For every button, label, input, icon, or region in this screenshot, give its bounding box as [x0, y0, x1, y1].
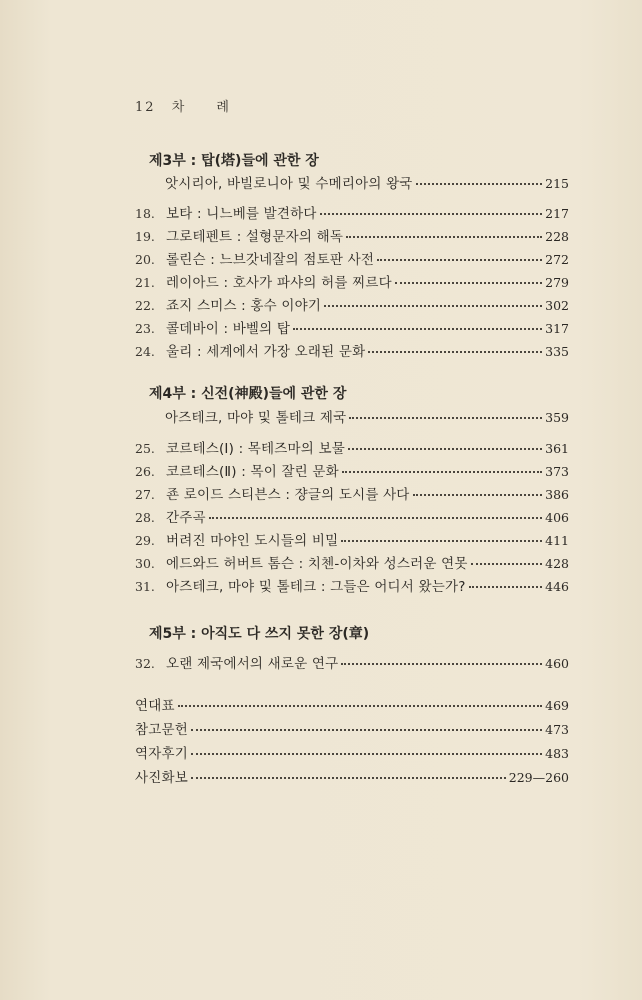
dot-leader: [320, 211, 543, 215]
back-matter-entry: [135, 718, 569, 740]
back-matter-entry: [135, 766, 569, 788]
toc-entry: [135, 652, 569, 674]
toc-entry-title: 콜데바이 : 바벨의 탑: [166, 321, 291, 337]
part-4-intro-entry: [165, 406, 569, 428]
toc-entry: [135, 317, 569, 339]
dot-leader: [348, 446, 542, 450]
chapter-number: 26.: [135, 464, 155, 479]
chapter-number: 31.: [135, 579, 155, 594]
toc-entry: [135, 575, 569, 597]
dot-leader: [209, 515, 542, 519]
running-head: [135, 96, 243, 115]
toc-entry-page: 446: [545, 579, 569, 594]
toc-entry: [135, 552, 569, 574]
dot-leader: [368, 349, 542, 353]
toc-entry-title: 앗시리아, 바빌로니아 및 수메리아의 왕국: [165, 176, 413, 192]
toc-entry-page: 279: [545, 275, 569, 290]
part-3-heading: 제3부 : 탑(塔)들에 관한 장: [149, 153, 319, 169]
toc-entry: [135, 437, 569, 459]
dot-leader: [469, 584, 543, 588]
toc-entry-title: 참고문헌: [135, 722, 188, 738]
toc-entry: [135, 483, 569, 505]
toc-entry-page: 215: [545, 176, 569, 191]
dot-leader: [471, 561, 543, 565]
dot-leader: [191, 727, 542, 731]
chapter-number: 20.: [135, 252, 155, 267]
toc-entry: [135, 271, 569, 293]
chapter-number: 22.: [135, 298, 155, 313]
running-head-title: 차 례: [171, 100, 243, 115]
part-4-heading: 제4부 : 신전(神殿)들에 관한 장: [149, 386, 347, 402]
toc-entry-title: 에드와드 허버트 톰슨 : 치첸-이차와 성스러운 연못: [166, 556, 468, 572]
chapter-number: 21.: [135, 275, 155, 290]
toc-entry: [135, 248, 569, 270]
toc-entry-page: 302: [545, 298, 569, 313]
toc-entry: [135, 460, 569, 482]
part-5-heading: 제5부 : 아직도 다 쓰지 못한 장(章): [149, 626, 370, 642]
dot-leader: [349, 415, 542, 419]
chapter-number: 24.: [135, 344, 155, 359]
chapter-number: 32.: [135, 656, 155, 671]
toc-entry-page: 460: [545, 656, 569, 671]
toc-entry-title: 버려진 마야인 도시들의 비밀: [166, 533, 339, 549]
toc-entry-page: 428: [545, 556, 569, 571]
toc-entry-title: 죠지 스미스 : 홍수 이야기: [166, 298, 322, 314]
dot-leader: [178, 703, 542, 707]
chapter-number: 28.: [135, 510, 155, 525]
chapter-number: 29.: [135, 533, 155, 548]
toc-entry-page: 373: [545, 464, 569, 479]
part-3-intro-entry: [165, 172, 569, 194]
toc-entry-page: 473: [545, 722, 569, 737]
toc-entry-page: 317: [545, 321, 569, 336]
dot-leader: [191, 751, 542, 755]
dot-leader: [341, 538, 542, 542]
chapter-number: 30.: [135, 556, 155, 571]
dot-leader: [416, 181, 543, 185]
dot-leader: [377, 257, 542, 261]
chapter-number: 23.: [135, 321, 155, 336]
toc-entry-page: 229—260: [508, 770, 569, 785]
toc-entry-title: 오랜 제국에서의 새로운 연구: [166, 656, 339, 672]
toc-entry-title: 코르테스(Ⅰ) : 목테즈마의 보물: [166, 441, 345, 457]
toc-entry-title: 보타 : 니느베를 발견하다: [166, 206, 317, 222]
toc-entry-title: 죤 로이드 스티븐스 : 쟝글의 도시를 사다: [166, 487, 410, 503]
toc-entry-page: 483: [545, 746, 569, 761]
dot-leader: [324, 303, 542, 307]
toc-entry: [135, 225, 569, 247]
toc-entry-page: 228: [545, 229, 569, 244]
toc-entry: [135, 294, 569, 316]
toc-entry-page: 217: [545, 206, 569, 221]
toc-entry: [135, 202, 569, 224]
toc-entry: [135, 340, 569, 362]
chapter-number: 19.: [135, 229, 155, 244]
toc-entry-page: 361: [545, 441, 569, 456]
chapter-number: 25.: [135, 441, 155, 456]
toc-entry: [135, 506, 569, 528]
dot-leader: [191, 775, 506, 779]
toc-entry-title: 아즈테크, 마야 및 톨테크 : 그들은 어디서 왔는가?: [166, 579, 466, 595]
toc-entry-title: 간주곡: [166, 510, 206, 526]
dot-leader: [413, 492, 543, 496]
dot-leader: [346, 234, 542, 238]
toc-entry-title: 그로테펜트 : 설형문자의 해독: [166, 229, 344, 245]
toc-entry-title: 코르테스(Ⅱ) : 목이 잘린 문화: [166, 464, 339, 480]
toc-entry-page: 386: [545, 487, 569, 502]
dot-leader: [342, 469, 542, 473]
toc-entry-title: 아즈테크, 마야 및 톨테크 제국: [165, 410, 347, 426]
back-matter-entry: [135, 742, 569, 764]
toc-entry-title: 울리 : 세계에서 가장 오래된 문화: [166, 344, 366, 360]
toc-entry-title: 역자후기: [135, 746, 188, 762]
toc-entry-page: 469: [545, 698, 569, 713]
toc-entry-page: 411: [545, 533, 569, 548]
toc-entry-title: 레이아드 : 호사가 파샤의 허를 찌르다: [166, 275, 392, 291]
toc-entry-page: 335: [545, 344, 569, 359]
chapter-number: 27.: [135, 487, 155, 502]
dot-leader: [395, 280, 542, 284]
toc-entry: [135, 529, 569, 551]
chapter-number: 18.: [135, 206, 155, 221]
toc-entry-page: 406: [545, 510, 569, 525]
toc-entry-title: 롤린슨 : 느브갓네잘의 점토판 사전: [166, 252, 375, 268]
toc-entry-title: 연대표: [135, 698, 175, 714]
toc-entry-page: 272: [545, 252, 569, 267]
back-matter-entry: [135, 694, 569, 716]
toc-entry-title: 사진화보: [135, 770, 188, 786]
running-head-page-number: 12: [135, 100, 156, 115]
toc-entry-page: 359: [545, 410, 569, 425]
dot-leader: [341, 661, 542, 665]
dot-leader: [293, 326, 542, 330]
